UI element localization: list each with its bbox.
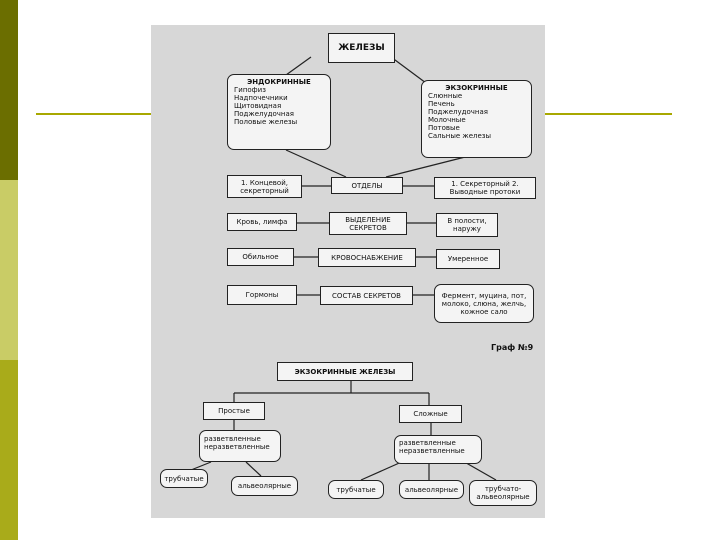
- row4-center: СОСТАВ СЕКРЕТОВ: [320, 286, 413, 305]
- glands-root-box: ЖЕЛЕЗЫ: [328, 33, 395, 63]
- endocrine-item: Щитовидная: [234, 102, 282, 110]
- endocrine-item: Гипофиз: [234, 86, 266, 94]
- row2-center: ВЫДЕЛЕНИЕ СЕКРЕТОВ: [329, 212, 407, 235]
- exocrine-title: ЭКЗОКРИННЫЕ: [445, 84, 508, 92]
- row3-left: Обильное: [227, 248, 294, 266]
- endocrine-box: [227, 74, 331, 150]
- exocrine-box: [421, 80, 532, 158]
- simple-leaf-alveolar: альвеолярные: [231, 476, 298, 496]
- left-bar-bottom: [0, 360, 18, 540]
- left-bar-middle: [0, 180, 18, 360]
- complex-leaf-tubular: трубчатые: [328, 480, 384, 499]
- row1-right: 1. Секреторный 2. Выводные протоки: [434, 177, 536, 199]
- divider-line-left: [36, 113, 151, 115]
- complex-branch-box: [394, 435, 482, 464]
- left-bar-top: [0, 0, 18, 180]
- row4-left: Гормоны: [227, 285, 297, 305]
- row4-right: Фермент, муцина, пот, молоко, слюна, желчь, кожное сало: [434, 284, 534, 323]
- row3-center: КРОВОСНАБЖЕНИЕ: [318, 248, 416, 267]
- row1-center: ОТДЕЛЫ: [331, 177, 403, 194]
- row2-left: Кровь, лимфа: [227, 213, 297, 231]
- divider-line-right: [545, 113, 672, 115]
- row1-left: 1. Концевой, секреторный: [227, 175, 302, 198]
- row2-right: В полости, наружу: [436, 213, 498, 237]
- endocrine-title: ЭНДОКРИННЫЕ: [247, 78, 311, 86]
- exocrine-item: Потовые: [428, 124, 460, 132]
- exocrine-list: [428, 92, 525, 140]
- row3-right: Умеренное: [436, 249, 500, 269]
- endocrine-item: Надпочечники: [234, 94, 288, 102]
- complex-leaf-tubuloalveolar: трубчато-альвеолярные: [469, 480, 537, 506]
- simple-leaf-tubular: трубчатые: [160, 469, 208, 488]
- complex-branch-2: неразветвленные: [399, 447, 465, 455]
- simple-box: Простые: [203, 402, 265, 420]
- endocrine-item: Поджелудочная: [234, 110, 294, 118]
- scanned-diagram: [151, 25, 545, 518]
- exocrine-item: Поджелудочная: [428, 108, 488, 116]
- simple-branch-box: [199, 430, 281, 462]
- complex-leaf-alveolar: альвеолярные: [399, 480, 464, 499]
- exocrine-glands-root: ЭКЗОКРИННЫЕ ЖЕЛЕЗЫ: [277, 362, 413, 381]
- graph-caption: Граф №9: [491, 343, 534, 352]
- endocrine-item: Половые железы: [234, 118, 298, 126]
- endocrine-list: [234, 86, 324, 126]
- complex-box: Сложные: [399, 405, 462, 423]
- exocrine-item: Печень: [428, 100, 455, 108]
- exocrine-item: Слюнные: [428, 92, 463, 100]
- simple-branch-1: разветвленные: [204, 435, 261, 443]
- simple-branch-2: неразветвленные: [204, 443, 270, 451]
- complex-branch-1: разветвленные: [399, 439, 456, 447]
- exocrine-item: Сальные железы: [428, 132, 492, 140]
- exocrine-item: Молочные: [428, 116, 466, 124]
